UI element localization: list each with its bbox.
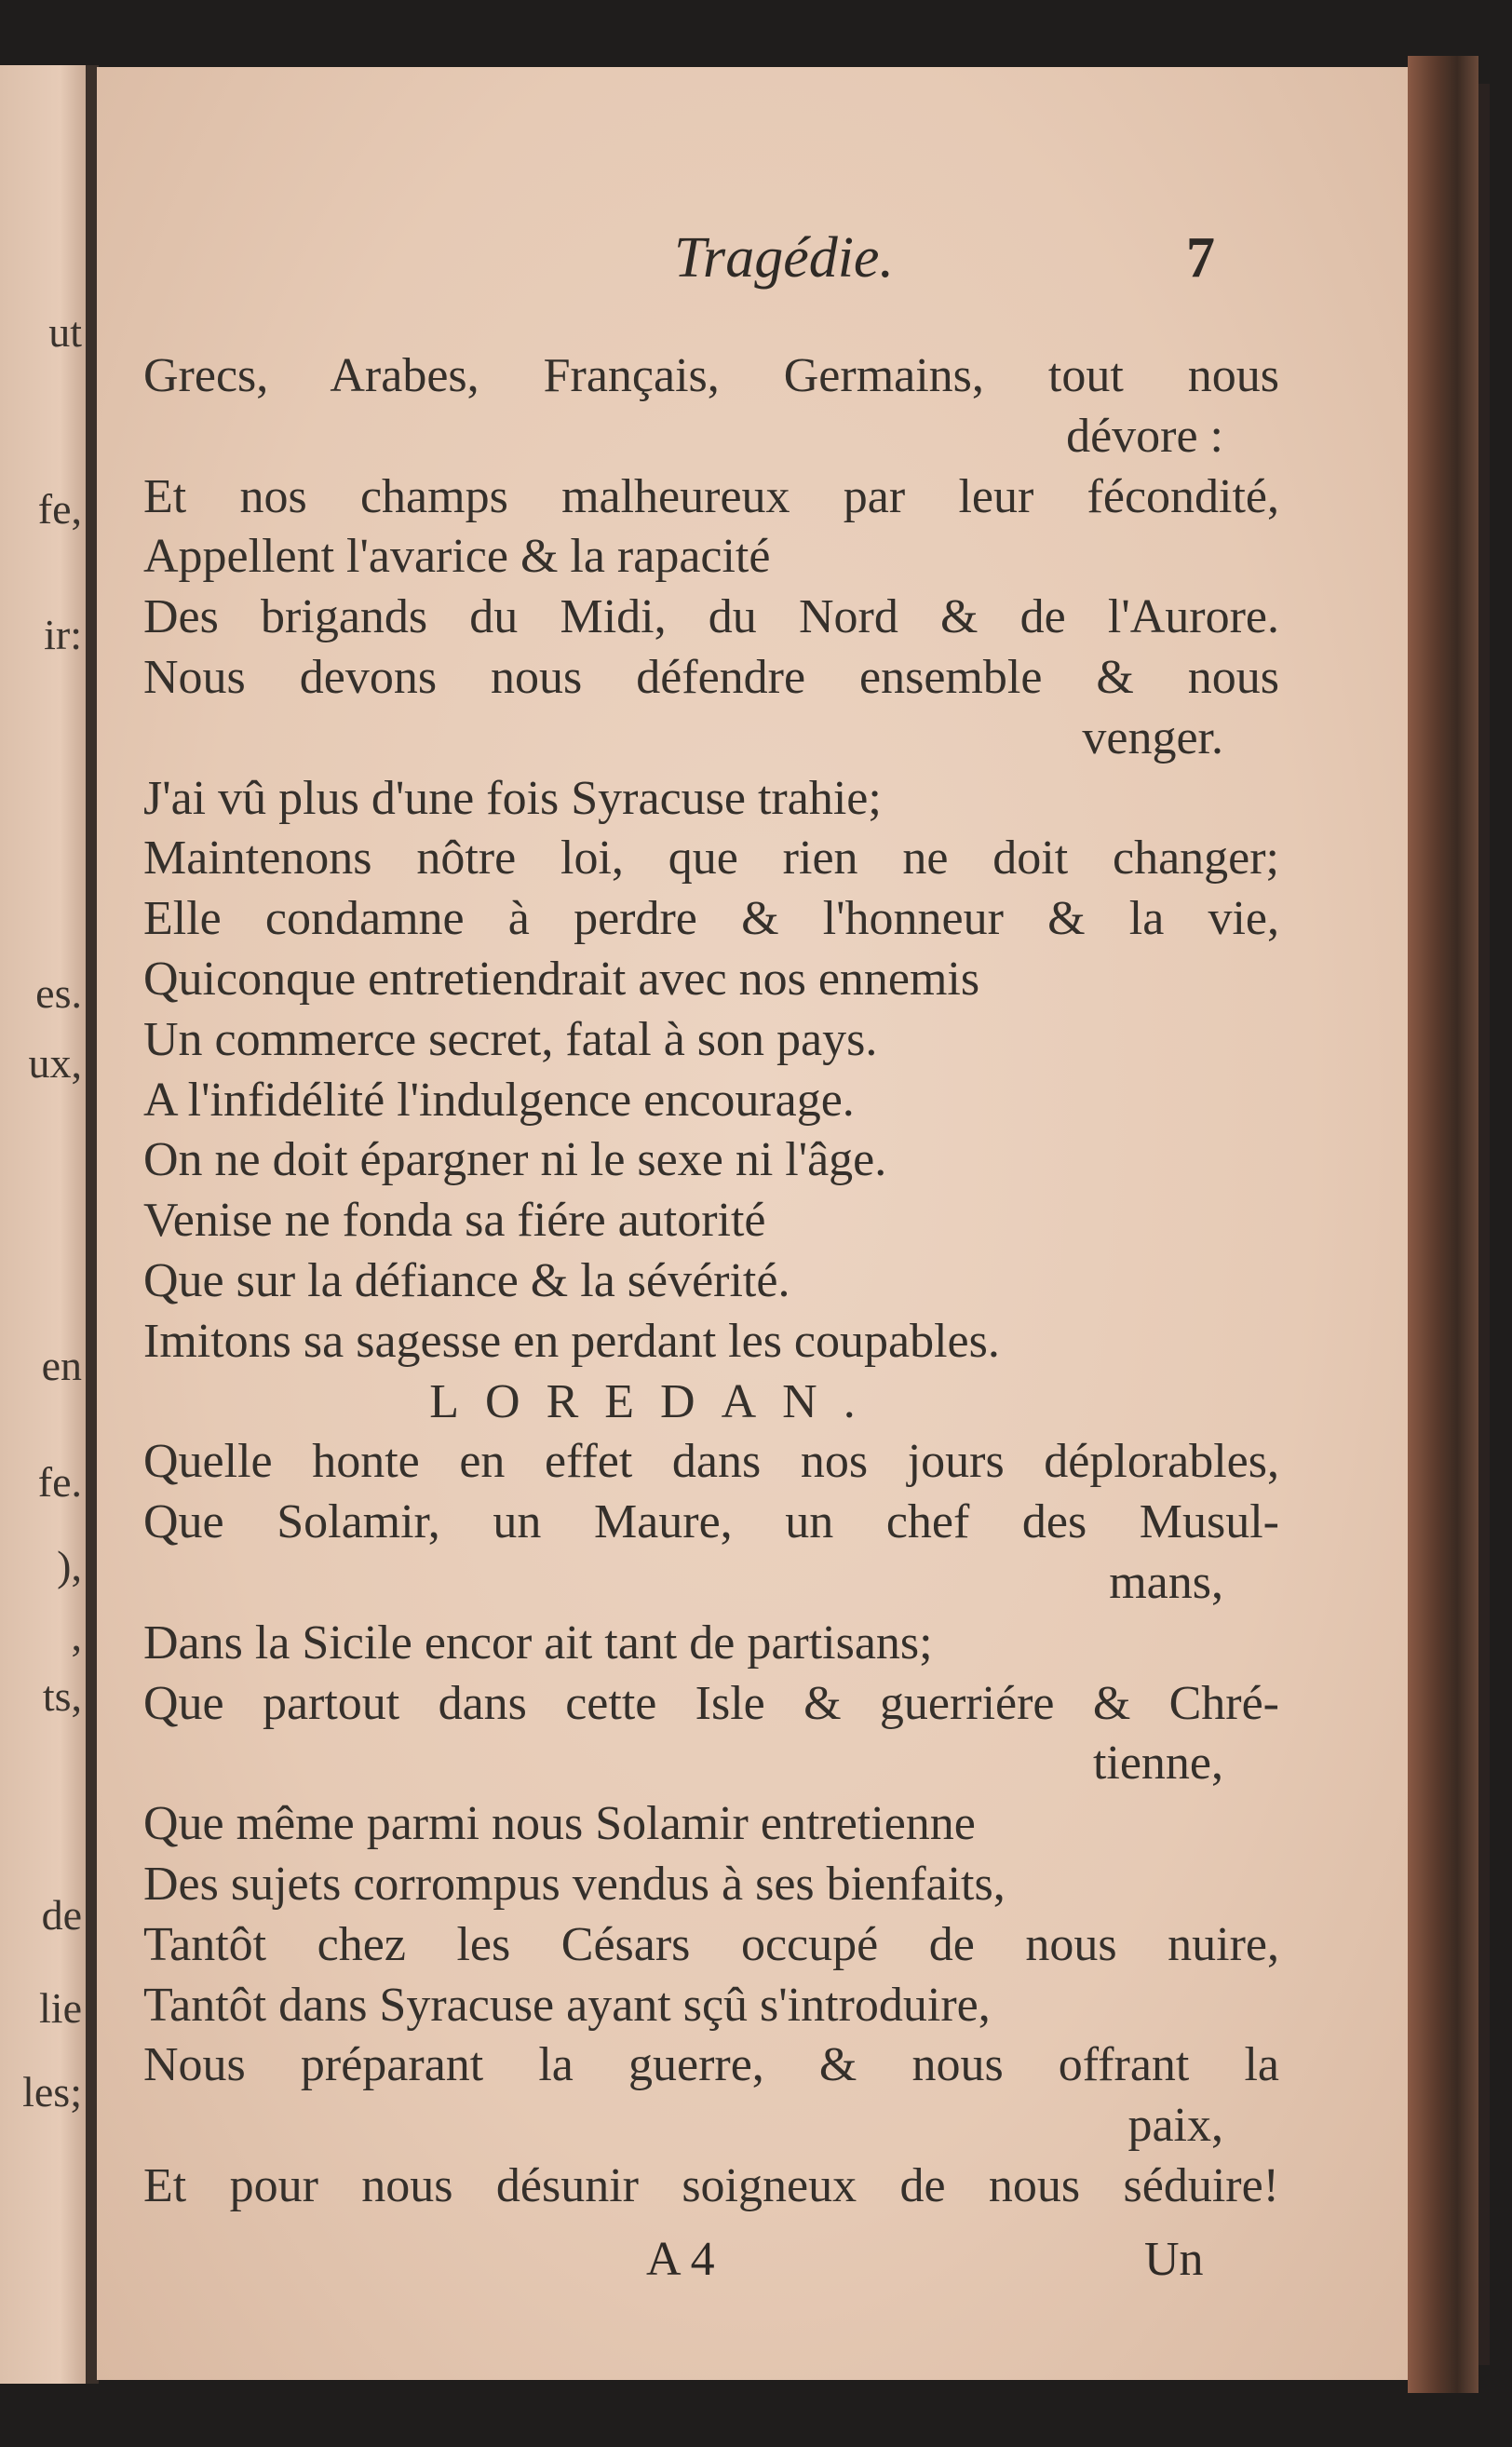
facing-page-fragment: fe. xyxy=(37,1458,82,1506)
verse-line: Quelle honte en effet dans nos jours déplorables, xyxy=(143,1435,1279,1489)
verse-line: Que partout dans cette Isle & guerriére & Chré- xyxy=(143,1676,1279,1730)
verse-turnover: mans, xyxy=(1109,1555,1223,1609)
verse-line: A l'infidélité l'indulgence encourage. xyxy=(143,1073,855,1127)
facing-page-fragment: ut xyxy=(48,308,82,356)
facing-page-fragment: fe, xyxy=(37,485,82,533)
facing-page-fragment: les; xyxy=(22,2068,82,2116)
facing-page-fragment: ir: xyxy=(44,611,82,658)
facing-page-fragment: de xyxy=(41,1891,82,1939)
verse-line: Nous devons nous défendre ensemble & nous xyxy=(143,650,1279,704)
verse-line: Tantôt dans Syracuse ayant sçû s'introduire, xyxy=(143,1978,991,2032)
verse-line: Elle condamne à perdre & l'honneur & la vie, xyxy=(143,892,1279,946)
verse-line: J'ai vû plus d'une fois Syracuse trahie; xyxy=(143,771,882,825)
signature-mark: A 4 xyxy=(646,2233,715,2286)
verse-line: Nous préparant la guerre, & nous offrant la xyxy=(143,2038,1279,2092)
verse-line: Que même parmi nous Solamir entretienne xyxy=(143,1797,976,1851)
facing-page-fragment: , xyxy=(71,1612,82,1659)
verse-line: Appellent l'avarice & la rapacité xyxy=(143,530,771,584)
page-number: 7 xyxy=(1186,226,1215,290)
verse-line: Que sur la défiance & la sévérité. xyxy=(143,1253,790,1307)
facing-page-fragment: lie xyxy=(39,1984,82,2032)
book-cover-edge xyxy=(1408,56,1478,2393)
book-cover-shadow xyxy=(1478,84,1490,2365)
facing-page-fragment: es. xyxy=(35,969,82,1017)
verse-text xyxy=(143,346,1279,2217)
facing-page-edge xyxy=(0,65,86,2384)
speaker-name: LOREDAN. xyxy=(429,1374,882,1428)
verse-line: Des brigands du Midi, du Nord & de l'Aurore. xyxy=(143,590,1279,644)
book-page xyxy=(97,67,1408,2380)
verse-line: Tantôt chez les Césars occupé de nous nuire, xyxy=(143,1917,1279,1971)
verse-line: Et pour nous désunir soigneux de nous séduire! xyxy=(143,2158,1279,2212)
verse-turnover: dévore : xyxy=(1066,409,1223,463)
verse-turnover: venger. xyxy=(1082,710,1223,764)
verse-line: Quiconque entretiendrait avec nos ennemis xyxy=(143,952,980,1006)
verse-turnover: paix, xyxy=(1127,2099,1223,2153)
verse-line: Un commerce secret, fatal à son pays. xyxy=(143,1012,878,1066)
facing-page-fragment: ts, xyxy=(42,1672,82,1720)
verse-line: Dans la Sicile encor ait tant de partisans; xyxy=(143,1616,933,1670)
running-title: Tragédie. xyxy=(674,226,894,290)
verse-line: On ne doit épargner ni le sexe ni l'âge. xyxy=(143,1133,887,1187)
facing-page-fragment: ), xyxy=(57,1542,82,1589)
facing-page-fragment: en xyxy=(41,1342,82,1389)
verse-line: Maintenons nôtre loi, que rien ne doit changer; xyxy=(143,831,1279,886)
page-header xyxy=(97,225,1408,291)
verse-line: Que Solamir, un Maure, un chef des Musul- xyxy=(143,1495,1279,1549)
catchword: Un xyxy=(1144,2233,1204,2286)
verse-line: Venise ne fonda sa fiére autorité xyxy=(143,1194,766,1248)
verse-line: Et nos champs malheureux par leur fécondité, xyxy=(143,469,1279,523)
facing-page-fragment: ux, xyxy=(28,1039,82,1087)
verse-line: Grecs, Arabes, Français, Germains, tout nous xyxy=(143,349,1279,402)
verse-turnover: tienne, xyxy=(1092,1737,1223,1791)
verse-line: Imitons sa sagesse en perdant les coupables. xyxy=(143,1314,1000,1368)
verse-line: Des sujets corrompus vendus à ses bienfaits, xyxy=(143,1857,1006,1911)
